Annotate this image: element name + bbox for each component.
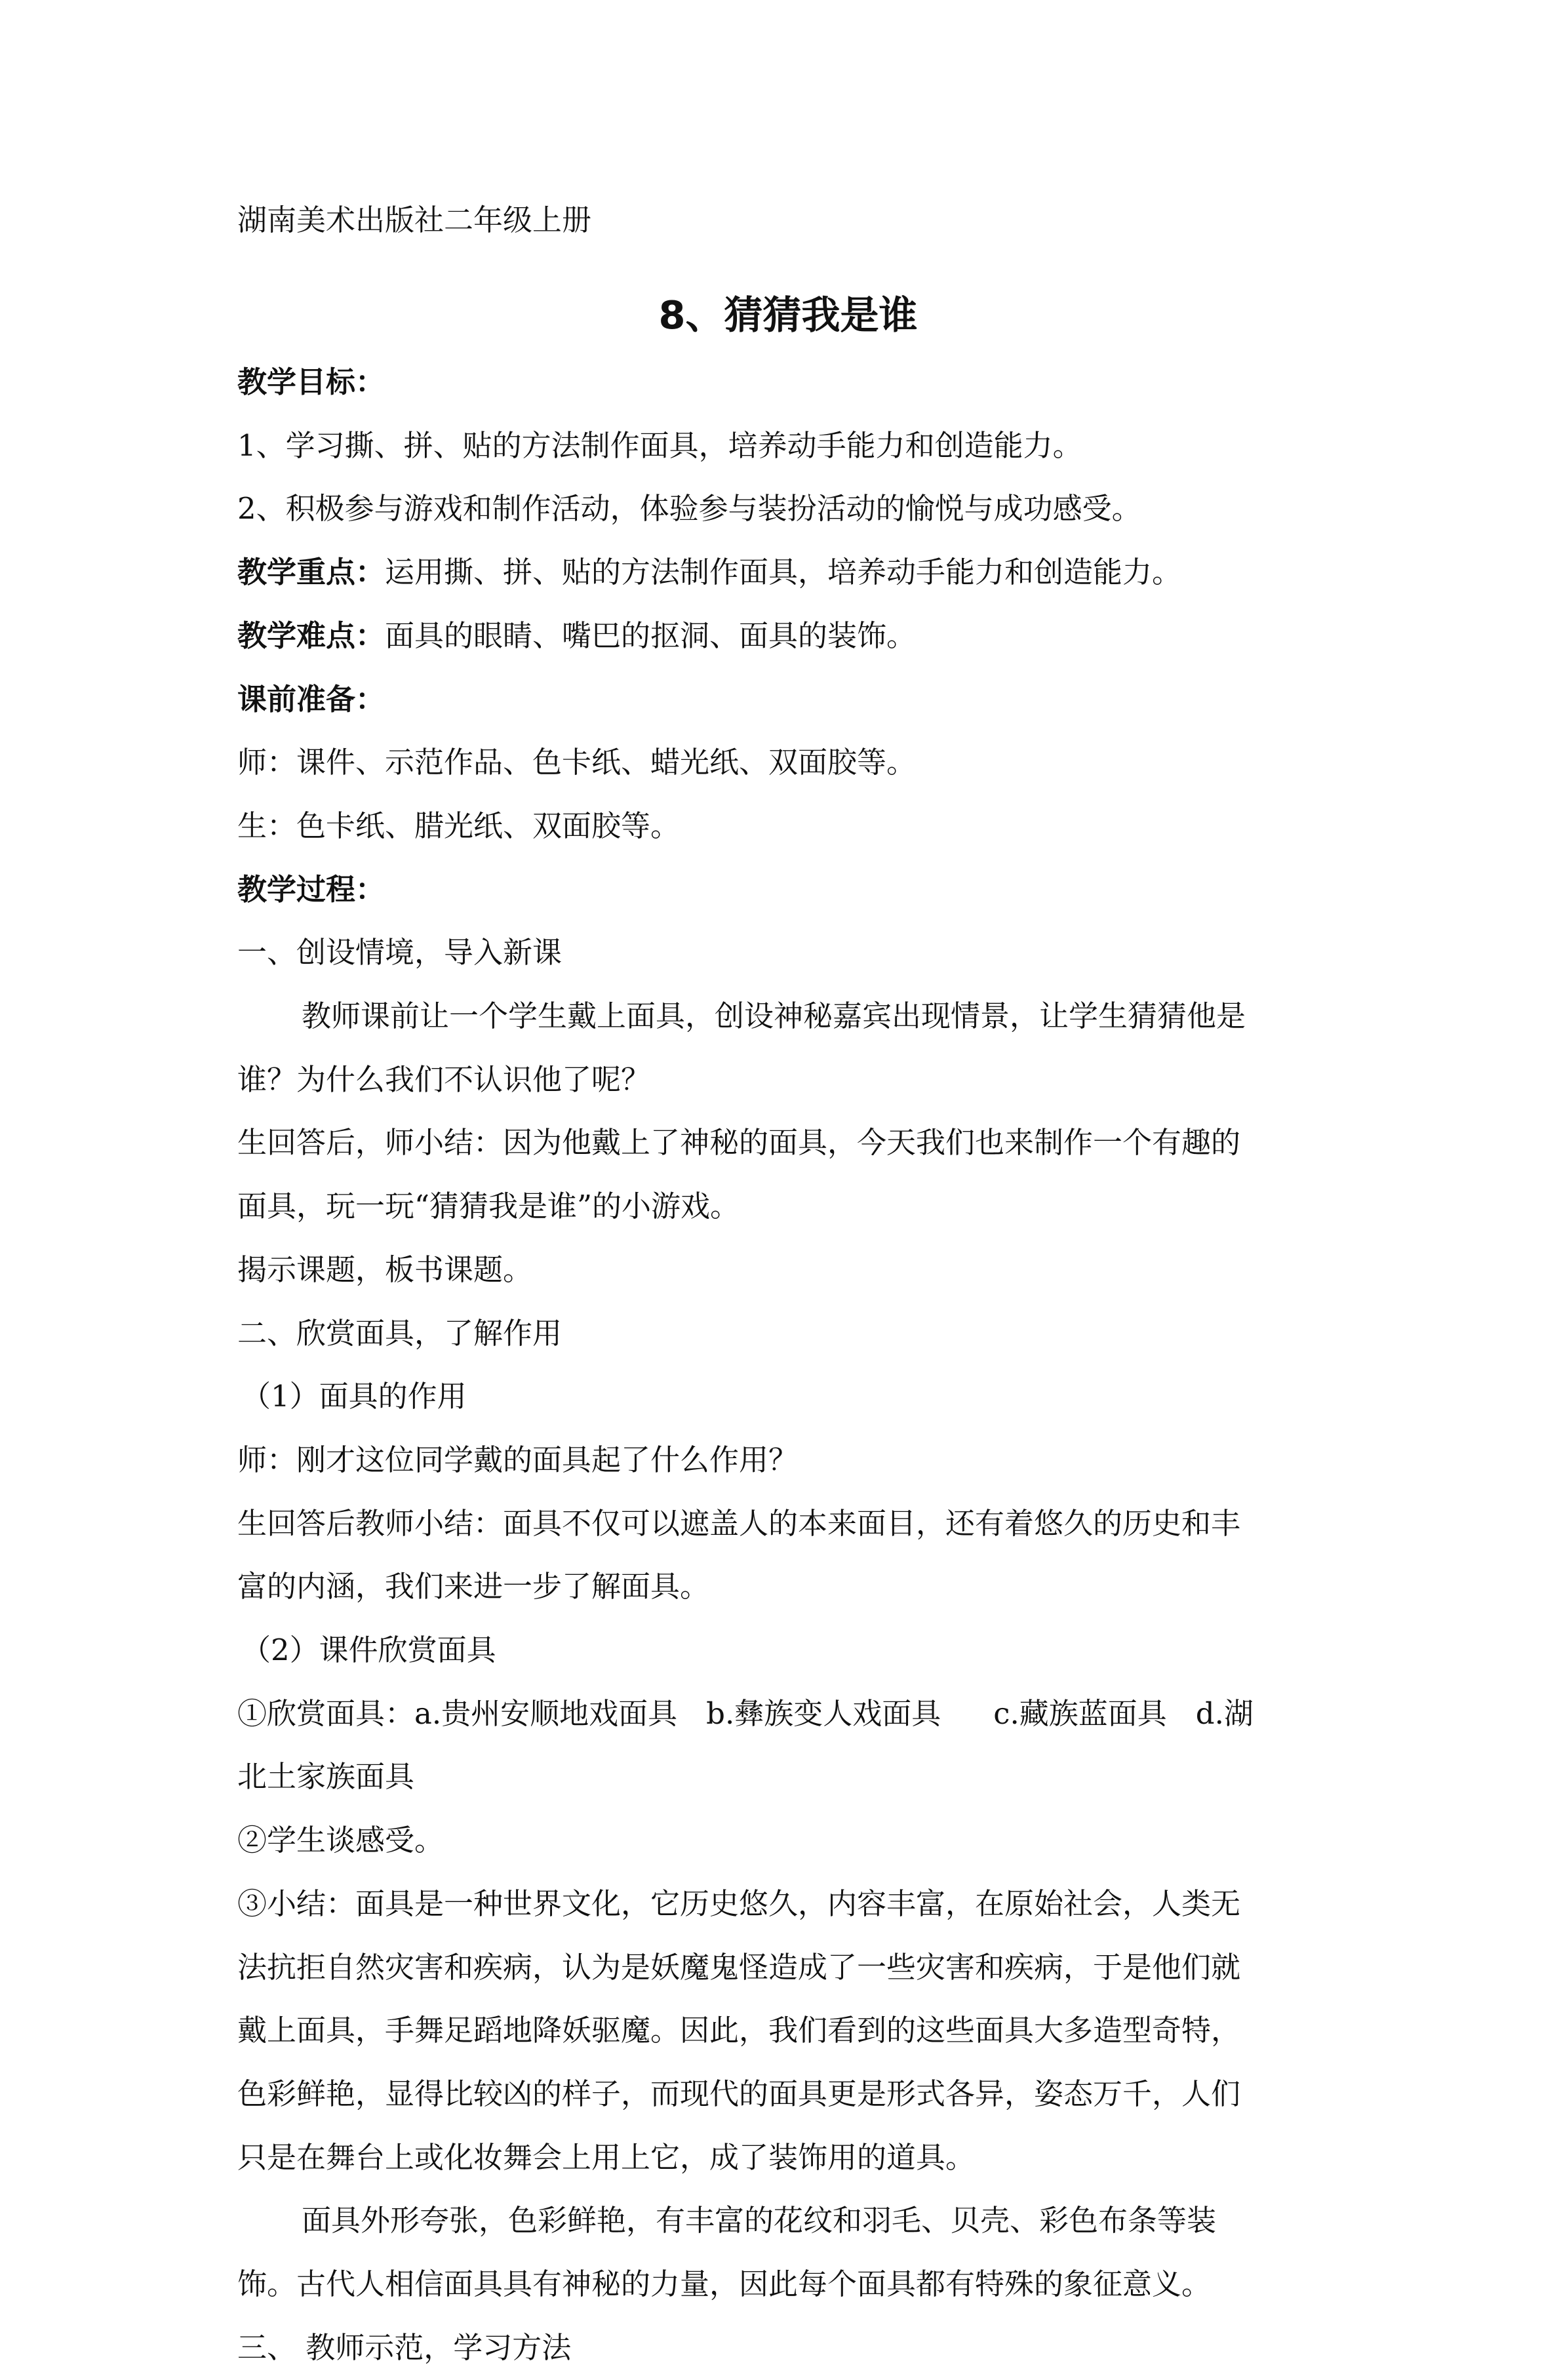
section-1-line: 生回答后，师小结：因为他戴上了神秘的面具，今天我们也来制作一个有趣的 [237, 1125, 1241, 1160]
section-2-line: 色彩鲜艳，显得比较凶的样子，而现代的面具更是形式各异，姿态万千，人们 [237, 2076, 1241, 2111]
preparation-heading: 课前准备： [237, 681, 385, 717]
mask-option-d: d.湖 [1195, 1696, 1254, 1731]
section-2-line: 面具外形夸张，色彩鲜艳，有丰富的花纹和羽毛、贝壳、彩色布条等装 [302, 2203, 1217, 2238]
goal-item-2: 2、积极参与游戏和制作活动，体验参与装扮活动的愉悦与成功感受。 [237, 491, 1141, 526]
difficulty-text: 面具的眼睛、嘴巴的抠洞、面具的装饰。 [385, 618, 917, 653]
section-2-line: ③小结：面具是一种世界文化，它历史悠久，内容丰富，在原始社会，人类无 [237, 1886, 1241, 1921]
section-1-line: 谁？为什么我们不认识他了呢？ [237, 1061, 651, 1097]
section-2-subheading: （2）课件欣赏面具 [241, 1633, 496, 1668]
section-2-line: 生回答后教师小结：面具不仅可以遮盖人的本来面目，还有着悠久的历史和丰 [237, 1505, 1241, 1541]
section-1-title: 一、创设情境，导入新课 [237, 935, 563, 970]
difficulty-line [237, 605, 1339, 668]
section-2-line: 师：刚才这位同学戴的面具起了什么作用？ [237, 1442, 799, 1477]
section-2-title: 二、欣赏面具，了解作用 [237, 1315, 563, 1351]
key-point-line [237, 541, 1339, 605]
key-point-label: 教学重点： [237, 555, 385, 590]
lesson-plan-page [237, 197, 1339, 2380]
section-2-line: 只是在舞台上或化妆舞会上用上它，成了装饰用的道具。 [237, 2139, 976, 2175]
section-2-line: 富的内涵，我们来进一步了解面具。 [237, 1569, 710, 1604]
mask-option-d-continued: 北土家族面具 [237, 1759, 415, 1795]
section-1-line: 教师课前让一个学生戴上面具，创设神秘嘉宾出现情景，让学生猜猜他是 [302, 999, 1246, 1034]
section-2-line: 法抗拒自然灾害和疾病，认为是妖魔鬼怪造成了一些灾害和疾病，于是他们就 [237, 1949, 1241, 1985]
publisher-line: 湖南美术出版社二年级上册 [237, 203, 592, 237]
goals-heading: 教学目标： [237, 365, 385, 399]
section-1-line: 揭示课题，板书课题。 [237, 1252, 533, 1287]
preparation-teacher: 师：课件、示范作品、色卡纸、蜡光纸、双面胶等。 [237, 745, 917, 780]
mask-option-a: a.贵州安顺地戏面具 [414, 1696, 678, 1731]
goal-item-1: 1、学习撕、拼、贴的方法制作面具，培养动手能力和创造能力。 [237, 427, 1082, 463]
key-point-text: 运用撕、拼、贴的方法制作面具，培养动手能力和创造能力。 [385, 555, 1182, 590]
lesson-title: 8、猜猜我是谁 [658, 292, 918, 338]
section-2-line: 饰。古代人相信面具具有神秘的力量，因此每个面具都有特殊的象征意义。 [237, 2267, 1212, 2302]
appreciate-prefix: ①欣赏面具： [237, 1696, 415, 1731]
section-2-line: ②学生谈感受。 [237, 1823, 445, 1858]
section-1-line: 面具，玩一玩“猜猜我是谁”的小游戏。 [237, 1189, 740, 1224]
mask-option-b: b.彝族变人戏面具 [706, 1696, 941, 1731]
appreciate-masks-line [237, 1682, 1339, 1746]
section-3-title: 三、 教师示范，学习方法 [237, 2330, 572, 2365]
preparation-student: 生：色卡纸、腊光纸、双面胶等。 [237, 808, 681, 843]
difficulty-label: 教学难点： [237, 618, 385, 653]
section-2-subheading: （1）面具的作用 [241, 1379, 467, 1414]
mask-option-c: c.藏族蓝面具 [993, 1696, 1167, 1731]
section-2-line: 戴上面具，手舞足蹈地降妖驱魔。因此，我们看到的这些面具大多造型奇特， [237, 2013, 1241, 2048]
process-heading: 教学过程： [237, 871, 385, 907]
